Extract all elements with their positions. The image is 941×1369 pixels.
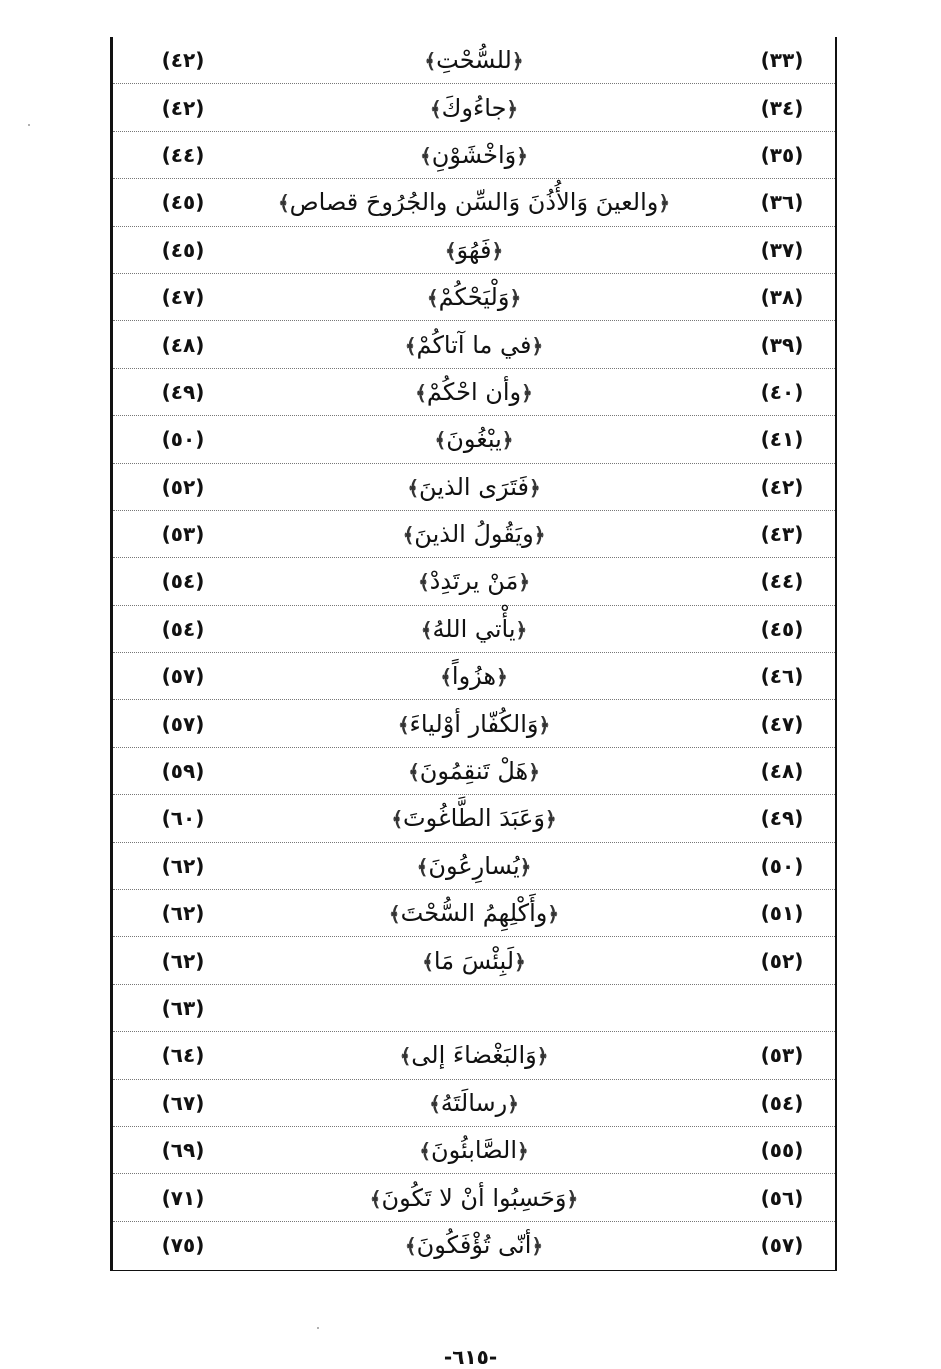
- ornate-bracket-close: ﴾: [369, 1186, 382, 1211]
- quran-word-text: رسالَتَهُ: [440, 1088, 508, 1117]
- quran-word: [243, 283, 705, 311]
- ornate-bracket-open: ﴿: [528, 760, 540, 785]
- table-row: [113, 937, 835, 984]
- page-reference: (٧١): [161, 1185, 205, 1210]
- table-row: [113, 700, 835, 747]
- ornate-bracket-open: ﴿: [536, 1044, 549, 1069]
- ornate-bracket-close: ﴾: [402, 523, 415, 548]
- quran-word: [243, 46, 705, 74]
- page-reference: (٦٠): [161, 806, 205, 831]
- table-row: [113, 985, 835, 1032]
- ornate-bracket-open: ﴿: [514, 949, 526, 974]
- quran-word: [243, 1041, 705, 1069]
- entry-number: (٤٢): [760, 474, 804, 499]
- entry-number: (٤٧): [760, 711, 804, 736]
- entry-number: (٤٨): [760, 759, 804, 784]
- table-row: [113, 1127, 835, 1174]
- table-row: [113, 748, 835, 795]
- page-reference: (٦٣): [161, 996, 205, 1020]
- quran-word-text: هَلْ تَنقِمُونَ: [419, 757, 529, 786]
- page-reference: (٦٢): [161, 853, 205, 878]
- scan-speck: [317, 1327, 319, 1329]
- quran-word-text: يُسارِعُونَ: [428, 851, 520, 880]
- ornate-bracket-close: ﴾: [420, 617, 433, 642]
- table-row: [113, 1080, 835, 1127]
- ornate-bracket-open: ﴿: [658, 191, 671, 216]
- ornate-bracket-open: ﴿: [518, 570, 531, 595]
- table-row: [113, 1222, 835, 1269]
- page-reference: (٥٢): [161, 474, 205, 499]
- ornate-bracket-close: ﴾: [415, 380, 427, 405]
- quran-word: [243, 1231, 705, 1259]
- ornate-bracket-close: ﴾: [419, 1139, 431, 1164]
- entry-number: (٤٦): [760, 664, 804, 689]
- quran-word: [243, 852, 705, 880]
- ornate-bracket-open: ﴿: [544, 807, 557, 832]
- ornate-bracket-open: ﴿: [501, 428, 514, 453]
- ornate-bracket-close: ﴾: [417, 570, 430, 595]
- page-reference: (٤٧): [161, 285, 205, 310]
- ornate-bracket-open: ﴿: [506, 96, 519, 121]
- entry-number: (٤٤): [760, 569, 804, 594]
- page-reference: (٤٩): [161, 379, 205, 404]
- table-row: [113, 606, 835, 653]
- ornate-bracket-open: ﴿: [491, 238, 504, 263]
- entry-number: (٣٦): [760, 190, 804, 215]
- ornate-bracket-open: ﴿: [566, 1186, 579, 1211]
- ornate-bracket-close: ﴾: [416, 854, 429, 879]
- table-row: [113, 795, 835, 842]
- table-row: [113, 464, 835, 511]
- ornate-bracket-close: ﴾: [408, 760, 420, 785]
- page-reference: (٦٧): [161, 1090, 205, 1115]
- page-reference: (٥٧): [161, 664, 205, 689]
- ornate-bracket-open: ﴿: [528, 475, 541, 500]
- page-reference: (٧٥): [161, 1233, 205, 1258]
- ornate-bracket-open: ﴿: [533, 523, 546, 548]
- ornate-bracket-open: ﴿: [531, 333, 544, 358]
- ornate-bracket-open: ﴿: [547, 902, 560, 927]
- ornate-bracket-close: ﴾: [404, 1234, 417, 1259]
- quran-word-text: جاءُوكَ: [441, 93, 507, 122]
- quran-word-text: يبْغُونَ: [446, 425, 502, 454]
- table-row: [113, 227, 835, 274]
- entry-number: (٣٣): [760, 48, 804, 73]
- ornate-bracket-close: ﴾: [424, 49, 437, 74]
- entry-number: (٤٥): [760, 616, 804, 641]
- ornate-bracket-open: ﴿: [531, 1234, 544, 1259]
- index-table: [113, 37, 835, 1269]
- table-row: [113, 179, 835, 226]
- page-reference: (٥٠): [161, 427, 205, 452]
- table-row: [113, 321, 835, 368]
- entry-number: (٥٦): [760, 1185, 804, 1210]
- entry-number: (٣٨): [760, 285, 804, 310]
- quran-word: [243, 947, 705, 975]
- page-reference: (٤٥): [161, 237, 205, 262]
- quran-word-text: وَلْيَحْكُمْ: [438, 283, 510, 312]
- ornate-bracket-close: ﴾: [397, 712, 410, 737]
- page-reference: (٥٧): [161, 711, 205, 736]
- table-row: [113, 843, 835, 890]
- page-reference: (٤٢): [161, 48, 205, 73]
- quran-word-text: وأن احْكُمْ: [426, 377, 522, 406]
- quran-word: [243, 188, 705, 216]
- quran-word: [243, 236, 705, 264]
- quran-word-text: الصَّابئُونَ: [430, 1136, 518, 1165]
- table-row: [113, 511, 835, 558]
- ornate-bracket-open: ﴿: [511, 49, 524, 74]
- quran-word-text: لَبِئْسَ مَا: [433, 946, 515, 975]
- quran-word-text: أنّى تُؤْفَكُونَ: [416, 1231, 532, 1260]
- page-reference: (٦٢): [161, 901, 205, 926]
- quran-word-text: للسُّحْتِ: [436, 46, 512, 75]
- entry-number: (٤١): [760, 427, 804, 452]
- quran-word: [243, 804, 705, 832]
- ornate-bracket-close: ﴾: [277, 191, 290, 216]
- table-row: [113, 1032, 835, 1079]
- entry-number: (٤٣): [760, 522, 804, 547]
- quran-word: [243, 757, 705, 785]
- ornate-bracket-close: ﴾: [404, 333, 417, 358]
- entry-number: (٥٥): [760, 1138, 804, 1163]
- quran-word: [243, 141, 705, 169]
- ornate-bracket-close: ﴾: [426, 286, 439, 311]
- page-reference: (٦٩): [161, 1138, 205, 1163]
- ornate-bracket-close: ﴾: [422, 949, 434, 974]
- table-row: [113, 416, 835, 463]
- quran-word-text: فَهُوَ: [456, 235, 492, 264]
- entry-number: (٤٩): [760, 806, 804, 831]
- quran-word: [243, 710, 705, 738]
- quran-word-text: ويَقُولُ الذينَ: [414, 520, 534, 549]
- entry-number: (٥٢): [760, 948, 804, 973]
- entry-number: (٥٤): [760, 1090, 804, 1115]
- table-row: [113, 37, 835, 84]
- ornate-bracket-close: ﴾: [444, 238, 457, 263]
- entry-number: (٥٧): [760, 1233, 804, 1258]
- entry-number: (٤٠): [760, 379, 804, 404]
- quran-word: [243, 425, 705, 453]
- quran-word-text: والعينَ وَالأُذُنَ وَالسِّن والجُرُوحَ قصاص: [289, 188, 659, 217]
- ornate-bracket-open: ﴿: [509, 286, 522, 311]
- ornate-bracket-open: ﴿: [507, 1091, 519, 1116]
- page-reference: (٤٥): [161, 190, 205, 215]
- page-reference: (٦٢): [161, 948, 205, 973]
- page-reference: (٥٤): [161, 569, 205, 594]
- ornate-bracket-open: ﴿: [538, 712, 551, 737]
- entry-number: (٣٥): [760, 142, 804, 167]
- quran-word-text: مَنْ يرتَدِدْ: [429, 567, 519, 596]
- scan-speck: [28, 124, 30, 126]
- quran-word: [243, 1184, 705, 1212]
- quran-word: [243, 1136, 705, 1164]
- quran-word: [243, 615, 705, 643]
- ornate-bracket-open: ﴿: [515, 617, 528, 642]
- entry-number: (٣٩): [760, 332, 804, 357]
- page-reference: (٥٣): [161, 522, 205, 547]
- quran-word: [243, 331, 705, 359]
- quran-word: [243, 662, 705, 690]
- quran-word: [243, 899, 705, 927]
- entry-number: (٥٠): [760, 853, 804, 878]
- page-reference: (٥٩): [161, 759, 205, 784]
- quran-word: [243, 520, 705, 548]
- table-row: [113, 1174, 835, 1221]
- quran-word-text: وَعَبَدَ الطَّاغُوتَ: [403, 804, 545, 833]
- quran-word-text: وَاخْشَوْنِ: [431, 140, 517, 169]
- ornate-bracket-close: ﴾: [399, 1044, 412, 1069]
- ornate-bracket-close: ﴾: [420, 143, 432, 168]
- page-reference: (٤٢): [161, 95, 205, 120]
- entry-number: (٣٤): [760, 95, 804, 120]
- page-reference: (٥٤): [161, 616, 205, 641]
- table-row: [113, 653, 835, 700]
- entry-number: (٣٧): [760, 237, 804, 262]
- quran-word: [243, 1089, 705, 1117]
- quran-word: [243, 473, 705, 501]
- ornate-bracket-close: ﴾: [440, 665, 452, 690]
- ornate-bracket-open: ﴿: [519, 854, 532, 879]
- table-row: [113, 558, 835, 605]
- page-reference: (٤٨): [161, 332, 205, 357]
- quran-word-text: وَالبَغْضاءَ إلى: [411, 1041, 537, 1070]
- quran-word-text: يأْتي اللهُ: [432, 614, 516, 643]
- page-number: -٦١٥-: [443, 1345, 498, 1369]
- ornate-bracket-open: ﴿: [516, 143, 528, 168]
- table-row: [113, 84, 835, 131]
- table-row: [113, 890, 835, 937]
- quran-word-text: في ما آتاكُمْ: [416, 330, 532, 359]
- ornate-bracket-close: ﴾: [429, 96, 442, 121]
- ornate-bracket-close: ﴾: [407, 475, 420, 500]
- ornate-bracket-close: ﴾: [388, 902, 401, 927]
- quran-word-text: وَحَسِبُوا أنْ لا تَكُونَ: [381, 1183, 567, 1212]
- quran-word-text: فَتَرَى الذينَ: [419, 472, 529, 501]
- index-table-frame: [110, 37, 837, 1271]
- quran-word-text: وأَكْلِهِمُ السُّحْتَ: [400, 899, 548, 928]
- table-row: [113, 274, 835, 321]
- quran-word-text: هزُواً: [451, 662, 497, 691]
- ornate-bracket-close: ﴾: [429, 1091, 441, 1116]
- ornate-bracket-open: ﴿: [517, 1139, 529, 1164]
- entry-number: (٥٣): [760, 1043, 804, 1068]
- ornate-bracket-close: ﴾: [434, 428, 447, 453]
- entry-number: (٥١): [760, 901, 804, 926]
- page-reference: (٤٤): [161, 142, 205, 167]
- quran-word: [243, 94, 705, 122]
- table-row: [113, 369, 835, 416]
- ornate-bracket-open: ﴿: [496, 665, 508, 690]
- ornate-bracket-open: ﴿: [521, 380, 533, 405]
- ornate-bracket-close: ﴾: [391, 807, 404, 832]
- quran-word: [243, 378, 705, 406]
- quran-word-text: وَالكُفّار أوْلياءَ: [409, 709, 539, 738]
- quran-word: [243, 567, 705, 595]
- table-row: [113, 132, 835, 179]
- page-reference: (٦٤): [161, 1043, 205, 1068]
